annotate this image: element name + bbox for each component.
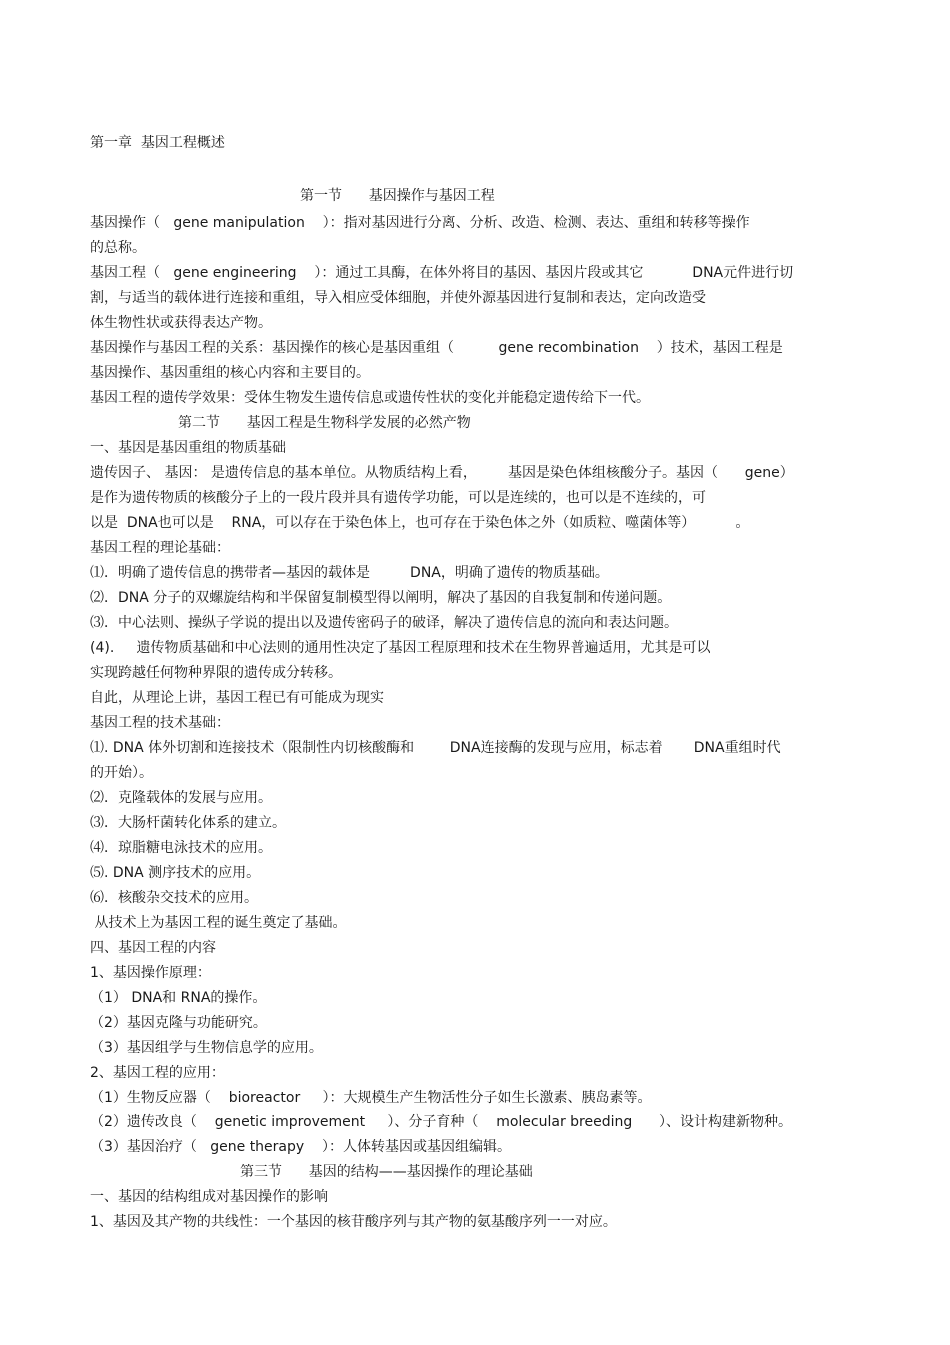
applications-heading: 2、基因工程的应用： xyxy=(90,1065,225,1081)
section-3-title: 第三节 基因的结构——基因操作的理论基础 xyxy=(240,1164,533,1180)
theory-item: ⑴．明确了遗传信息的携带者—基因的载体是 DNA，明确了遗传的物质基础。 xyxy=(90,565,609,581)
gene-engineering-definition-end: 体生物性状或获得表达产物。 xyxy=(90,315,272,331)
tech-item: ⑵．克隆载体的发展与应用。 xyxy=(90,790,272,806)
principle-item: （3）基因组学与生物信息学的应用。 xyxy=(90,1040,323,1056)
principles-heading: 1、基因操作原理： xyxy=(90,965,211,981)
heading-gene-structure: 一、基因的结构组成对基因操作的影响 xyxy=(90,1189,328,1205)
theory-item: ⑶．中心法则、操纵子学说的提出以及遗传密码子的破译，解决了遗传信息的流向和表达问题。 xyxy=(90,615,678,631)
genetic-effect-paragraph: 基因工程的遗传学效果：受体生物发生遗传信息或遗传性状的变化并能稳定遗传给下一代。 xyxy=(90,390,650,406)
gene-paragraph-line1: 遗传因子、 基因： 是遗传信息的基本单位。从物质结构上看， 基因是染色体组核酸分子。基因（ gene） xyxy=(90,465,794,481)
tech-item: ⑹．核酸杂交技术的应用。 xyxy=(90,890,258,906)
tech-item: ⑶．大肠杆菌转化体系的建立。 xyxy=(90,815,286,831)
theory-item: ⑵．DNA 分子的双螺旋结构和半保留复制模型得以阐明，解决了基因的自我复制和传递问题。 xyxy=(90,590,672,606)
heading-content: 四、基因工程的内容 xyxy=(90,940,216,956)
principle-item: （1） DNA和 RNA的操作。 xyxy=(90,990,267,1006)
gene-paragraph-line3: 以是 DNA也可以是 RNA，可以存在于染色体上，也可存在于染色体之外（如质粒、噬菌体等） 。 xyxy=(90,515,750,531)
tech-item: ⑸. DNA 测序技术的应用。 xyxy=(90,865,261,881)
heading-material-basis: 一、基因是基因重组的物质基础 xyxy=(90,440,286,456)
colinearity-paragraph: 1、基因及其产物的共线性：一个基因的核苷酸序列与其产物的氨基酸序列一一对应。 xyxy=(90,1214,617,1230)
application-item: （1）生物反应器（ bioreactor ）：大规模生产生物活性分子如生长激素、胰岛素等。 xyxy=(90,1090,652,1106)
theory-conclusion: 自此，从理论上讲，基因工程已有可能成为现实 xyxy=(90,690,384,706)
theory-item: (4). 遗传物质基础和中心法则的通用性决定了基因工程原理和技术在生物界普遍适用，尤其是可以 xyxy=(90,640,711,656)
gene-paragraph-line2: 是作为遗传物质的核酸分子上的一段片段并具有遗传学功能，可以是连续的，也可以是不连续的，可 xyxy=(90,490,706,506)
gene-manipulation-definition-cont: 的总称。 xyxy=(90,240,146,256)
tech-item: ⑴. DNA 体外切割和连接技术（限制性内切核酸酶和 DNA连接酶的发现与应用，标志着 DNA重组时代 xyxy=(90,740,781,756)
application-item: （2）遗传改良（ genetic improvement ）、分子育种（ molecular breeding ）、设计构建新物种。 xyxy=(90,1114,792,1130)
gene-engineering-definition: 基因工程（ gene engineering ）：通过工具酶，在体外将目的基因、基因片段或其它 DNA元件进行切 xyxy=(90,265,794,281)
tech-conclusion: 从技术上为基因工程的诞生奠定了基础。 xyxy=(90,915,347,931)
gene-manipulation-definition: 基因操作（ gene manipulation ）：指对基因进行分离、分析、改造、检测、表达、重组和转移等操作 xyxy=(90,215,750,231)
gene-engineering-definition-cont: 割，与适当的载体进行连接和重组，导入相应受体细胞，并使外源基因进行复制和表达，定向改造受 xyxy=(90,290,706,306)
relation-paragraph: 基因操作与基因工程的关系：基因操作的核心是基因重组（ gene recombination ）技术，基因工程是 xyxy=(90,340,783,356)
application-item: （3）基因治疗（ gene therapy ）：人体转基因或基因组编辑。 xyxy=(90,1139,511,1155)
relation-paragraph-cont: 基因操作、基因重组的核心内容和主要目的。 xyxy=(90,365,370,381)
chapter-title: 第一章 基因工程概述 xyxy=(90,135,225,151)
tech-item-cont: 的开始）。 xyxy=(90,765,153,781)
theory-item-cont: 实现跨越任何物种界限的遗传成分转移。 xyxy=(90,665,342,681)
tech-item: ⑷．琼脂糖电泳技术的应用。 xyxy=(90,840,272,856)
tech-basis-heading: 基因工程的技术基础： xyxy=(90,715,230,731)
section-1-title: 第一节 基因操作与基因工程 xyxy=(300,188,495,204)
section-2-title: 第二节 基因工程是生物科学发展的必然产物 xyxy=(178,415,471,431)
theory-basis-heading: 基因工程的理论基础： xyxy=(90,540,230,556)
principle-item: （2）基因克隆与功能研究。 xyxy=(90,1015,267,1031)
